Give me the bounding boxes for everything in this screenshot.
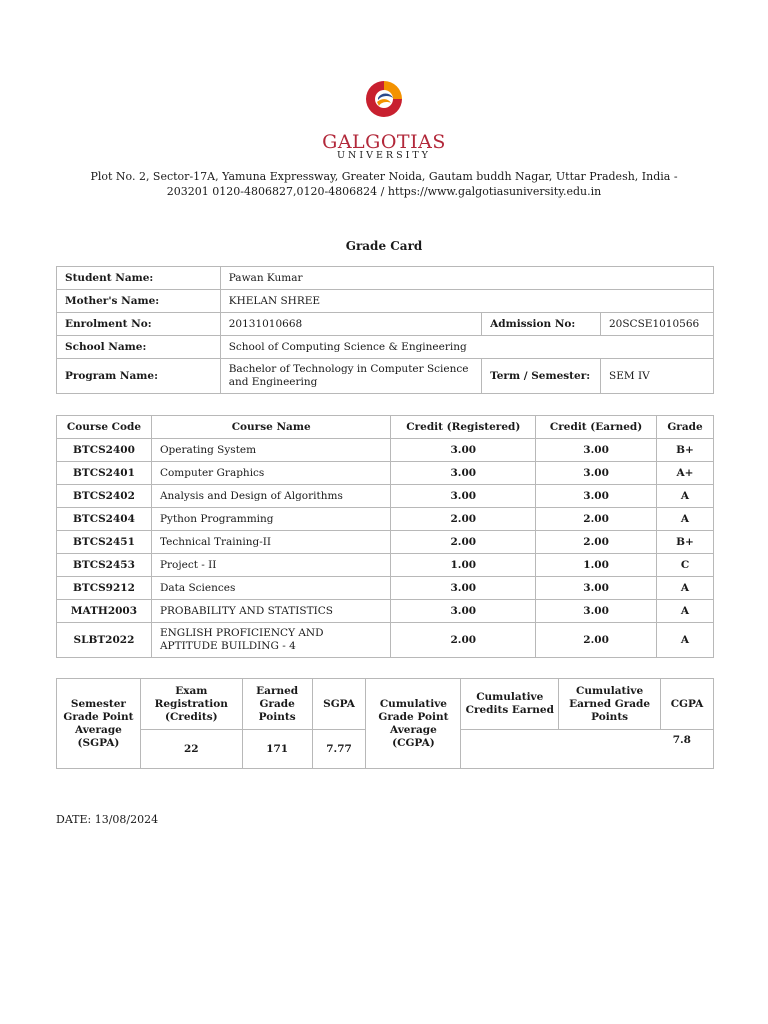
sgpa-value: 7.77 [312,730,366,769]
table-row [57,485,714,508]
grade: A+ [656,462,713,485]
table-row [57,531,714,554]
credit-earned: 1.00 [536,554,657,577]
university-subtitle: UNIVERSITY [337,150,431,161]
cumulative-credits-label: Cumulative Credits Earned [461,679,559,730]
earned-grade-points-value: 171 [242,730,312,769]
info-row [57,359,714,394]
table-row [57,623,714,658]
course-code: BTCS2404 [57,508,152,531]
cgpa-label: CGPA [661,679,714,730]
course-name: Data Sciences [151,577,390,600]
student-info-table [56,266,714,394]
exam-registration-value: 22 [140,730,242,769]
cgpa-block-label: Cumulative Grade Point Average (CGPA) [366,679,461,769]
courses-table [56,415,714,658]
mother-name-value: KHELAN SHREE [220,290,713,313]
credit-registered: 3.00 [391,577,536,600]
course-name: Computer Graphics [151,462,390,485]
col-header-credit-earned: Credit (Earned) [536,416,657,439]
info-row [57,290,714,313]
table-row [57,439,714,462]
table-row [57,577,714,600]
course-name: Project - II [151,554,390,577]
grade: B+ [656,439,713,462]
credit-earned: 3.00 [536,462,657,485]
program-value: Bachelor of Technology in Computer Science and Engineering [220,359,481,394]
admission-label: Admission No: [482,313,601,336]
credit-registered: 3.00 [391,462,536,485]
program-label: Program Name: [57,359,221,394]
earned-grade-points-label: Earned Grade Points [242,679,312,730]
col-header-grade: Grade [656,416,713,439]
info-row [57,336,714,359]
grade: A [656,577,713,600]
grade-summary-table [56,678,714,769]
summary-header-row [57,679,714,730]
credit-registered: 3.00 [391,485,536,508]
table-row [57,600,714,623]
course-code: BTCS2401 [57,462,152,485]
course-name: PROBABILITY AND STATISTICS [151,600,390,623]
info-row [57,313,714,336]
term-label: Term / Semester: [482,359,601,394]
school-value: School of Computing Science & Engineering [220,336,713,359]
student-name-label: Student Name: [57,267,221,290]
credit-registered: 1.00 [391,554,536,577]
admission-value: 20SCSE1010566 [601,313,714,336]
table-row [57,508,714,531]
credit-earned: 3.00 [536,439,657,462]
course-name: ENGLISH PROFICIENCY AND APTITUDE BUILDING - 4 [151,623,390,658]
exam-registration-label: Exam Registration (Credits) [140,679,242,730]
course-code: BTCS2402 [57,485,152,508]
page-title: Grade Card [345,239,423,253]
credit-registered: 3.00 [391,439,536,462]
credit-registered: 2.00 [391,531,536,554]
student-name-value: Pawan Kumar [220,267,713,290]
course-code: BTCS2453 [57,554,152,577]
table-row [57,462,714,485]
mother-name-label: Mother's Name: [57,290,221,313]
grade: A [656,600,713,623]
term-value: SEM IV [601,359,714,394]
course-name: Operating System [151,439,390,462]
course-name: Python Programming [151,508,390,531]
credit-registered: 2.00 [391,508,536,531]
course-code: MATH2003 [57,600,152,623]
credit-earned: 3.00 [536,600,657,623]
table-row [57,554,714,577]
credit-earned: 2.00 [536,623,657,658]
sgpa-label: SGPA [312,679,366,730]
cgpa-value: 7.8 [461,730,714,769]
grade: B+ [656,531,713,554]
university-logo [0,78,768,120]
grade: C [656,554,713,577]
school-label: School Name: [57,336,221,359]
enrolment-label: Enrolment No: [57,313,221,336]
credit-earned: 2.00 [536,531,657,554]
credit-earned: 3.00 [536,485,657,508]
grade: A [656,623,713,658]
credit-earned: 3.00 [536,577,657,600]
col-header-course-code: Course Code [57,416,152,439]
grade: A [656,485,713,508]
enrolment-value: 20131010668 [220,313,481,336]
university-name: GALGOTIAS [322,131,446,153]
sgpa-block-label: Semester Grade Point Average (SGPA) [57,679,141,769]
col-header-course-name: Course Name [151,416,390,439]
credit-earned: 2.00 [536,508,657,531]
issue-date: DATE: 13/08/2024 [56,813,159,826]
grade: A [656,508,713,531]
courses-header-row [57,416,714,439]
logo-emblem-icon [363,78,405,120]
university-address: Plot No. 2, Sector-17A, Yamuna Expressway, Greater Noida, Gautam buddh Nagar, Uttar Pradesh, India - 203201 0120-4806827,0120-4806824 / https://www.galgotiasuniversity.edu.in [90,170,678,198]
course-code: SLBT2022 [57,623,152,658]
credit-registered: 3.00 [391,600,536,623]
col-header-credit-registered: Credit (Registered) [391,416,536,439]
course-code: BTCS2451 [57,531,152,554]
course-name: Analysis and Design of Algorithms [151,485,390,508]
credit-registered: 2.00 [391,623,536,658]
course-code: BTCS9212 [57,577,152,600]
course-name: Technical Training-II [151,531,390,554]
cumulative-points-label: Cumulative Earned Grade Points [559,679,661,730]
info-row [57,267,714,290]
course-code: BTCS2400 [57,439,152,462]
